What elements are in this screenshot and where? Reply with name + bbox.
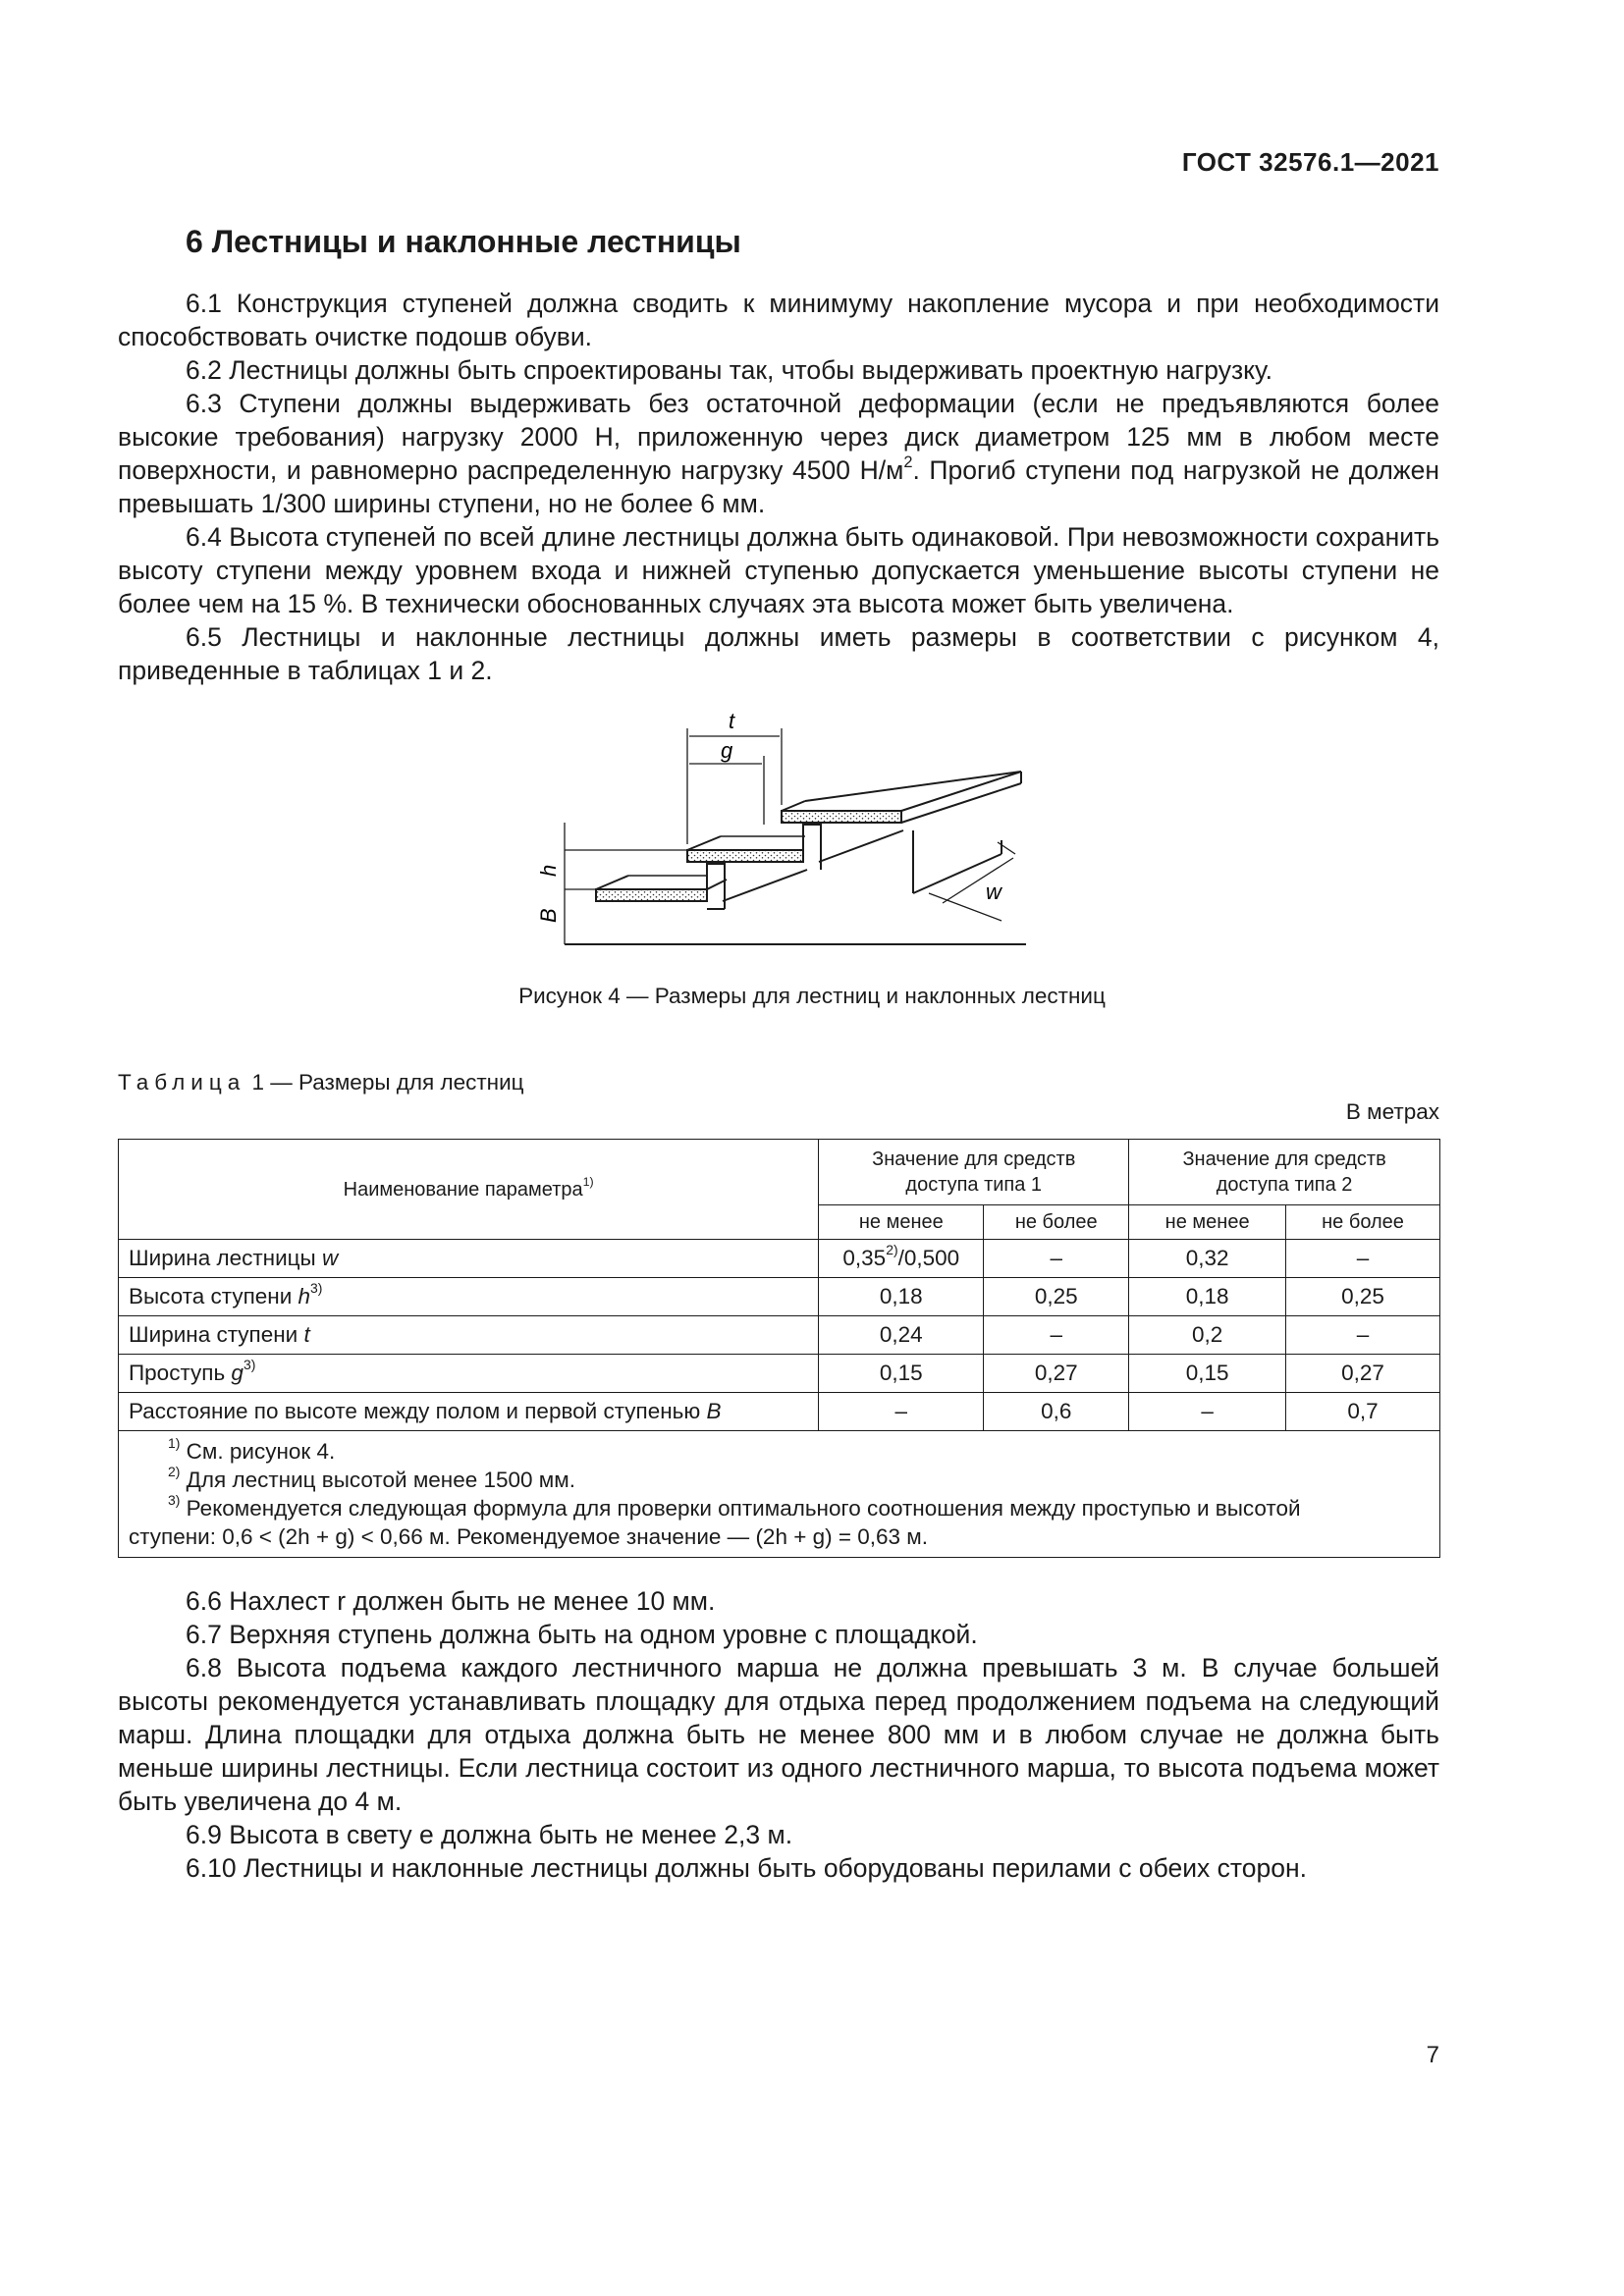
footnote-3: $^{3)}$ Рекомендуется следующая формула для проверки оптимального соотношения между проступью и высотой	[168, 1492, 1301, 1521]
standard-number: ГОСТ 32576.1—2021	[1181, 147, 1439, 177]
table-label-title: 1 — Размеры для лестниц	[245, 1070, 524, 1095]
dimension-label-t: t	[729, 709, 735, 733]
header-param-sup: 1)	[582, 1174, 594, 1189]
dimension-label-h: h	[536, 864, 561, 877]
subheader-t1-max: не более	[984, 1205, 1129, 1240]
header-type1-line1: Значение для средств	[872, 1148, 1076, 1170]
subheader-t1-min: не менее	[819, 1205, 984, 1240]
table-row	[119, 1278, 1440, 1316]
row-name: Ширина ступени t	[119, 1316, 819, 1355]
cell-t2-max: –	[1286, 1240, 1440, 1278]
row-name: Ширина лестницы w	[119, 1240, 819, 1278]
table-footnotes	[119, 1431, 1440, 1558]
header-type2-line1: Значение для средств	[1182, 1148, 1386, 1170]
section-title: 6 Лестницы и наклонные лестницы	[186, 224, 741, 259]
cell-t2-min: –	[1129, 1393, 1286, 1431]
dimensions-table	[118, 1139, 1440, 1558]
dimension-label-w: w	[986, 880, 1001, 904]
row-name: Высота ступени $h^{3)}$	[119, 1278, 819, 1316]
cell-t1-min: 0,35$^{2)}$/0,500	[819, 1240, 984, 1278]
paragraph-6-8: 6.8 Высота подъема каждого лестничного марша не должна превышать 3 м. В случае большей высоты рекомендуется устанавливать площадку для отдыха перед продолжением подъема на следующий марш. Длина площадки для отдыха должна быть не менее 800 мм и в любом случае не должна быть меньше ширины лестницы. Если лестница состоит из одного лестничного марша, то высота подъема может быть увеличена до 4 м.	[118, 1653, 1439, 1816]
stair-dimensions-figure	[511, 707, 1041, 952]
cell-t1-max: 0,6	[984, 1393, 1129, 1431]
paragraph-6-3	[118, 387, 1439, 520]
paragraph-6-3-superscript: 2	[903, 453, 913, 471]
cell-t1-max: 0,27	[984, 1355, 1129, 1393]
cell-t2-min: 0,15	[1129, 1355, 1286, 1393]
table-row	[119, 1316, 1440, 1355]
cell-t2-max: 0,25	[1286, 1278, 1440, 1316]
paragraph-6-6: 6.6 Нахлест r должен быть не менее 10 мм.	[186, 1586, 716, 1616]
cell-t1-min: 0,18	[819, 1278, 984, 1316]
dimension-label-g: g	[721, 738, 733, 763]
cell-t2-min: 0,32	[1129, 1240, 1286, 1278]
footnote-2: $^{2)}$ Для лестниц высотой менее 1500 мм.	[168, 1464, 576, 1492]
table-units: В метрах	[1345, 1099, 1439, 1124]
table-label	[118, 1070, 524, 1095]
cell-t2-min: 0,18	[1129, 1278, 1286, 1316]
stringer-mid	[803, 825, 821, 870]
table-footnotes-row	[119, 1431, 1440, 1558]
step-tread-3	[782, 811, 901, 823]
paragraph-6-4: 6.4 Высота ступеней по всей длине лестницы должна быть одинаковой. При невозможности сохранить высоту ступени между уровнем входа и нижней ступенью допускается уменьшение высоты ступени не более чем на 15 %. В технически обоснованных случаях эта высота может быть увеличена.	[118, 522, 1439, 618]
cell-t1-max: 0,25	[984, 1278, 1129, 1316]
dimension-label-B: B	[536, 908, 561, 923]
paragraph-6-2: 6.2 Лестницы должны быть спроектированы так, чтобы выдерживать проектную нагрузку.	[186, 355, 1272, 385]
step-tread-2	[687, 850, 803, 862]
cell-t2-min: 0,2	[1129, 1316, 1286, 1355]
header-type2	[1129, 1140, 1440, 1205]
page-number: 7	[1426, 2042, 1439, 2068]
paragraph-6-7: 6.7 Верхняя ступень должна быть на одном уровне с площадкой.	[186, 1620, 978, 1649]
cell-t1-max: –	[984, 1240, 1129, 1278]
footnote-1: $^{1)}$ См. рисунок 4.	[168, 1435, 336, 1464]
paragraph-6-1: 6.1 Конструкция ступеней должна сводить к минимуму накопление мусора и при необходимости способствовать очистке подошв обуви.	[118, 289, 1439, 351]
cell-t1-min: 0,15	[819, 1355, 984, 1393]
row-name: Проступь $g^{3)}$	[119, 1355, 819, 1393]
subheader-t2-max: не более	[1286, 1205, 1440, 1240]
table-row	[119, 1355, 1440, 1393]
cell-t1-max: –	[984, 1316, 1129, 1355]
table-row	[119, 1240, 1440, 1278]
cell-t1-min: –	[819, 1393, 984, 1431]
cell-t1-min: 0,24	[819, 1316, 984, 1355]
paragraph-6-10: 6.10 Лестницы и наклонные лестницы должны быть оборудованы перилами с обеих сторон.	[186, 1853, 1307, 1883]
cell-t2-max: 0,7	[1286, 1393, 1440, 1431]
paragraph-6-5: 6.5 Лестницы и наклонные лестницы должны иметь размеры в соответствии с рисунком 4, приведенные в таблицах 1 и 2.	[118, 622, 1439, 685]
paragraph-6-3-text-a: 6.3 Ступени должны выдерживать без остаточной деформации (если не предъявляются более высокие требования) нагрузку 2000 Н, приложенную через диск диаметром 125 мм в любом месте поверхности, и равномерно распределенную нагрузку 4500 Н/м	[118, 389, 1439, 485]
figure-caption: Рисунок 4 — Размеры для лестниц и наклонных лестниц	[518, 984, 1106, 1008]
paragraph-6-3-text-b: . Прогиб ступени под нагрузкой не должен превышать 1/300 ширины ступени, но не более 6 мм.	[118, 455, 1439, 518]
header-type1-line2: доступа типа 1	[905, 1174, 1043, 1196]
table-label-word: Таблица	[118, 1070, 246, 1095]
paragraphs-bottom	[118, 1584, 1439, 1885]
paragraphs-top	[118, 287, 1439, 687]
cell-t2-max: –	[1286, 1316, 1440, 1355]
header-param	[119, 1140, 819, 1240]
cell-t2-max: 0,27	[1286, 1355, 1440, 1393]
header-type2-line2: доступа типа 2	[1216, 1174, 1353, 1196]
step-tread-1	[596, 889, 707, 901]
header-param-text: Наименование параметра	[343, 1178, 583, 1201]
paragraph-6-9: 6.9 Высота в свету e должна быть не менее 2,3 м.	[186, 1820, 793, 1849]
stringer-front	[707, 864, 725, 909]
subheader-t2-min: не менее	[1129, 1205, 1286, 1240]
table-header-row	[119, 1140, 1440, 1205]
header-type1	[819, 1140, 1129, 1205]
row-name: Расстояние по высоте между полом и первой ступенью B	[119, 1393, 819, 1431]
table-row	[119, 1393, 1440, 1431]
footnote-3-continued: ступени: 0,6 < (2h + g) < 0,66 м. Рекомендуемое значение — (2h + g) = 0,63 м.	[129, 1524, 929, 1549]
